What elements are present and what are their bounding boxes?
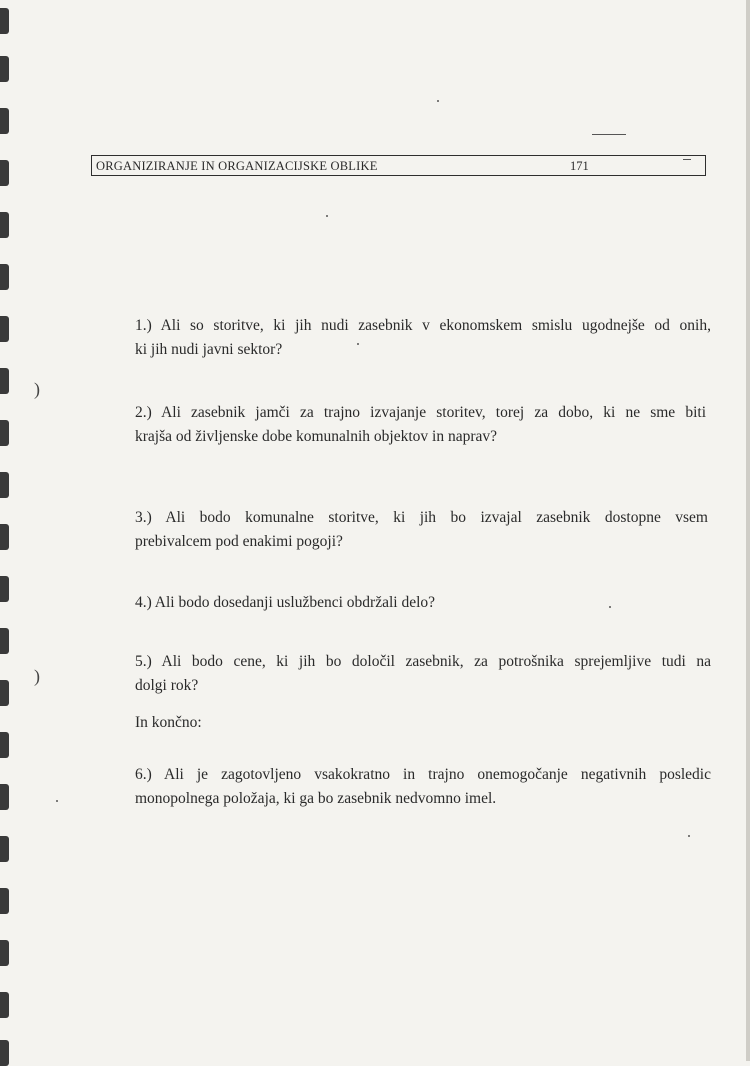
question-line: monopolnega položaja, ki ga bo zasebnik nedvomno imel. — [135, 790, 497, 807]
binding-hole — [0, 160, 9, 186]
binding-edge — [0, 0, 14, 1061]
header-rule-mark — [592, 134, 626, 135]
question-line: krajša od življenske dobe komunalnih objektov in naprav? — [135, 428, 498, 445]
question-line: prebivalcem pod enakimi pogoji? — [135, 533, 343, 550]
binding-hole — [0, 264, 9, 290]
question-line: 1.) Ali so storitve, ki jih nudi zasebnik v ekonomskem smislu ugodnejše od onih, — [135, 317, 711, 334]
question-line: 3.) Ali bodo komunalne storitve, ki jih bo izvajal zasebnik dostopne vsem — [135, 509, 708, 526]
question-line: 4.) Ali bodo dosedanji uslužbenci obdržali delo? — [135, 594, 436, 611]
question-line: 6.) Ali je zagotovljeno vsakokratno in trajno onemogočanje negativnih posledic — [135, 766, 711, 783]
scan-speck — [609, 606, 611, 608]
binding-hole — [0, 56, 9, 82]
binding-hole — [0, 732, 9, 758]
intro-final — [135, 711, 435, 735]
binding-hole — [0, 212, 9, 238]
intro-final-text: In končno: — [135, 714, 202, 731]
binding-hole — [0, 680, 9, 706]
question-3 — [135, 506, 708, 554]
scan-speck — [326, 215, 328, 217]
binding-hole — [0, 420, 9, 446]
binding-hole — [0, 524, 9, 550]
binding-hole — [0, 836, 9, 862]
scan-speck — [56, 800, 58, 802]
header-title: ORGANIZIRANJE IN ORGANIZACIJSKE OBLIKE — [96, 159, 378, 173]
binding-hole — [0, 992, 9, 1018]
page-edge — [746, 0, 750, 1061]
question-5 — [135, 650, 711, 698]
page-number: 171 — [570, 159, 589, 173]
binding-hole — [0, 940, 9, 966]
binding-hole — [0, 108, 9, 134]
question-2 — [135, 401, 706, 449]
binding-hole — [0, 472, 9, 498]
question-line: 2.) Ali zasebnik jamči za trajno izvajanje storitev, torej za dobo, ki ne sme biti — [135, 404, 706, 421]
running-header — [91, 155, 706, 176]
scan-speck — [688, 835, 690, 837]
question-line: dolgi rok? — [135, 677, 199, 694]
question-line: 5.) Ali bodo cene, ki jih bo določil zasebnik, za potrošnika sprejemljive tudi na — [135, 653, 711, 670]
binding-hole — [0, 8, 9, 34]
question-4 — [135, 591, 695, 615]
question-1 — [135, 314, 711, 362]
binding-hole — [0, 784, 9, 810]
binding-hole — [0, 628, 9, 654]
margin-mark: ) — [34, 666, 40, 686]
margin-mark: ) — [34, 379, 40, 399]
scan-speck — [357, 343, 359, 345]
binding-hole — [0, 576, 9, 602]
binding-hole — [0, 1040, 9, 1066]
question-6 — [135, 763, 711, 811]
binding-hole — [0, 888, 9, 914]
binding-hole — [0, 368, 9, 394]
binding-hole — [0, 316, 9, 342]
question-line: ki jih nudi javni sektor? — [135, 341, 283, 358]
scan-speck — [437, 100, 439, 102]
